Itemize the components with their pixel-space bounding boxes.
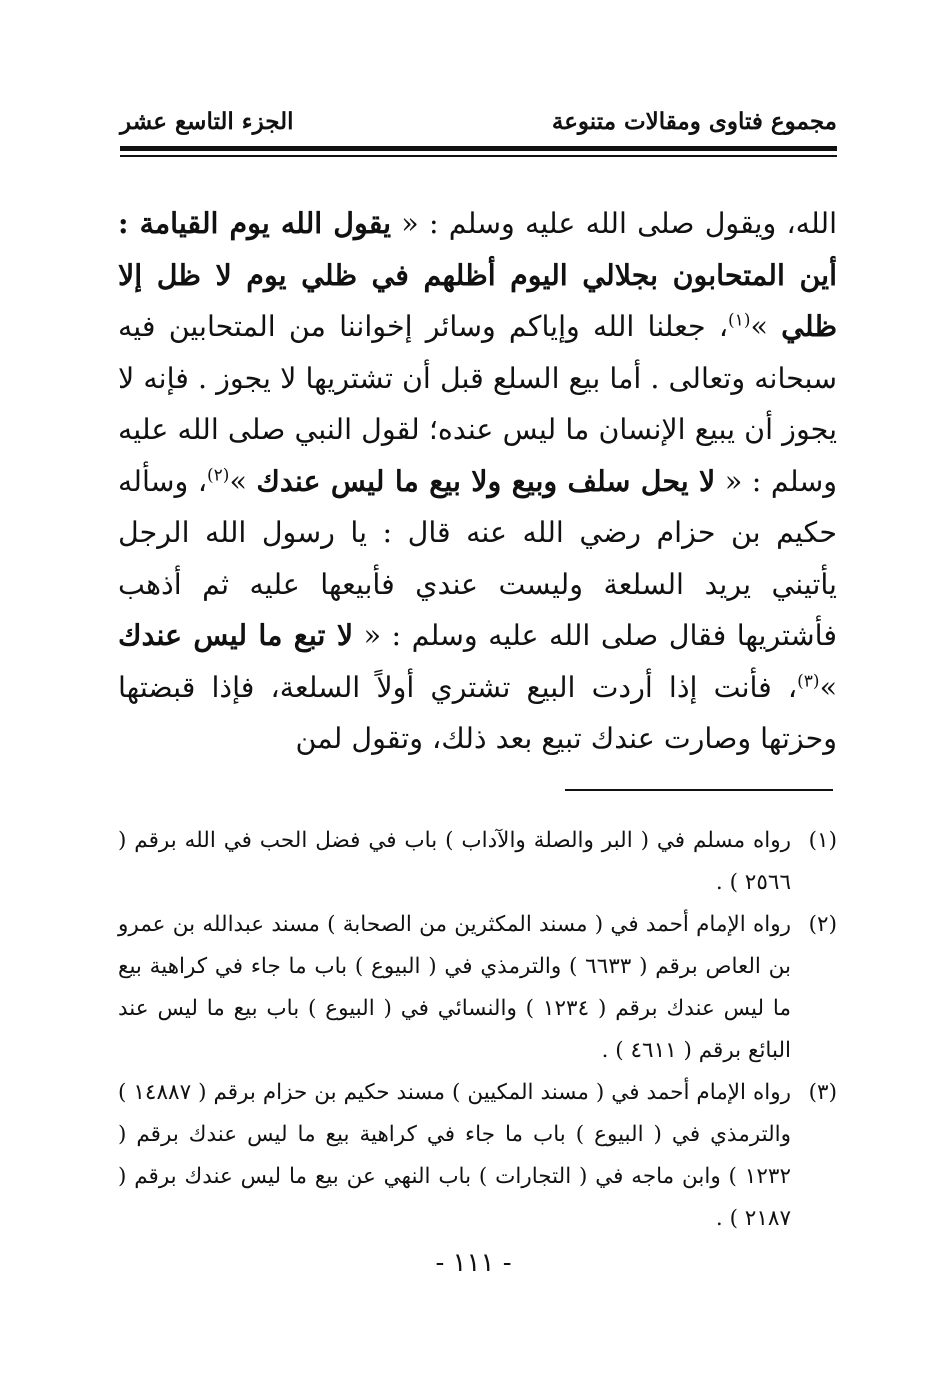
footnote-text: رواه مسلم في ( البر والصلة والآداب ) باب في فضل الحب في الله برقم ( ٢٥٦٦ ) . — [118, 828, 791, 895]
footnote-number: (٢) — [808, 912, 837, 937]
volume-title: الجزء التاسع عشر — [120, 108, 294, 135]
hadith-quote: لا تبع ما ليس عندك — [118, 618, 354, 652]
footnote-separator — [565, 789, 833, 791]
body-text-run: » — [750, 310, 782, 343]
footnotes-section — [118, 820, 837, 1240]
footnote-reference[interactable]: (١) — [728, 310, 751, 331]
footnote-number: (٣) — [808, 1080, 837, 1105]
hadith-quote: يقول الله يوم القيامة : أين المتحابون بجلالي اليوم أظلهم في ظلي يوم لا ظل إلا ظلي — [118, 206, 837, 343]
book-title: مجموع فتاوى ومقالات متنوعة — [551, 108, 837, 135]
hadith-quote: لا يحل سلف وبيع ولا بيع ما ليس عندك — [256, 463, 716, 498]
footnote-reference[interactable]: (٢) — [207, 465, 230, 485]
footnote-number: (١) — [808, 828, 837, 853]
body-text-run: الله، ويقول صلى الله عليه وسلم : « — [391, 207, 837, 240]
header-rule-thin — [120, 155, 837, 157]
footnote-text: رواه الإمام أحمد في ( مسند المكثرين من الصحابة ) مسند عبدالله بن عمرو بن العاص برقم ( ٦٦٣٣ ) والترمذي في ( البيوع ) باب ما جاء في كراهية بيع ما ليس عندك برقم ( ١٢٣٤ ) والنسائي في ( البيوع ) باب بيع ما ليس عند البائع برقم ( ٤٦١١ ) . — [118, 912, 791, 1063]
body-text-run: ، وسأله حكيم بن حزام رضي الله عنه قال : يا رسول الله الرجل يأتيني يريد السلعة وليست عندي فأبيعها عليه ثم أذهب فأشتريها فقال صلى الله عليه وسلم : « — [118, 464, 837, 652]
footnote-1 — [118, 820, 837, 904]
body-paragraph — [118, 198, 837, 765]
footnote-3 — [118, 1072, 837, 1240]
body-text-run: » — [229, 464, 257, 498]
main-body-text — [118, 198, 837, 765]
footnote-text: رواه الإمام أحمد في ( مسند المكيين ) مسند حكيم بن حزام برقم ( ١٤٨٨٧ ) والترمذي في ( البيوع ) باب ما جاء في كراهية بيع ما ليس عندك برقم ( ١٢٣٢ ) وابن ماجه في ( التجارات ) باب النهي عن بيع ما ليس عندك برقم ( ٢١٨٧ ) . — [118, 1080, 791, 1231]
footnote-reference[interactable]: (٣) — [797, 671, 820, 691]
body-text-run: ، فأنت إذا أردت البيع تشتري أولاً السلعة، فإذا قبضتها وحزتها وصارت عندك تبيع بعد ذلك، وتقول لمن — [118, 670, 837, 755]
footnote-2 — [118, 904, 837, 1072]
page-number: - ١١١ - — [435, 1248, 512, 1278]
body-text-run: » — [819, 670, 837, 704]
running-header — [120, 108, 837, 140]
header-rule-thick — [120, 146, 837, 151]
body-text-run: ، جعلنا الله وإياكم وسائر إخواننا من المتحابين فيه سبحانه وتعالى . أما بيع السلع قبل أن تشتريها لا يجوز . فإنه لا يجوز أن يبيع الإنسان ما ليس عنده؛ لقول النبي صلى الله عليه وسلم : « — [118, 310, 837, 498]
